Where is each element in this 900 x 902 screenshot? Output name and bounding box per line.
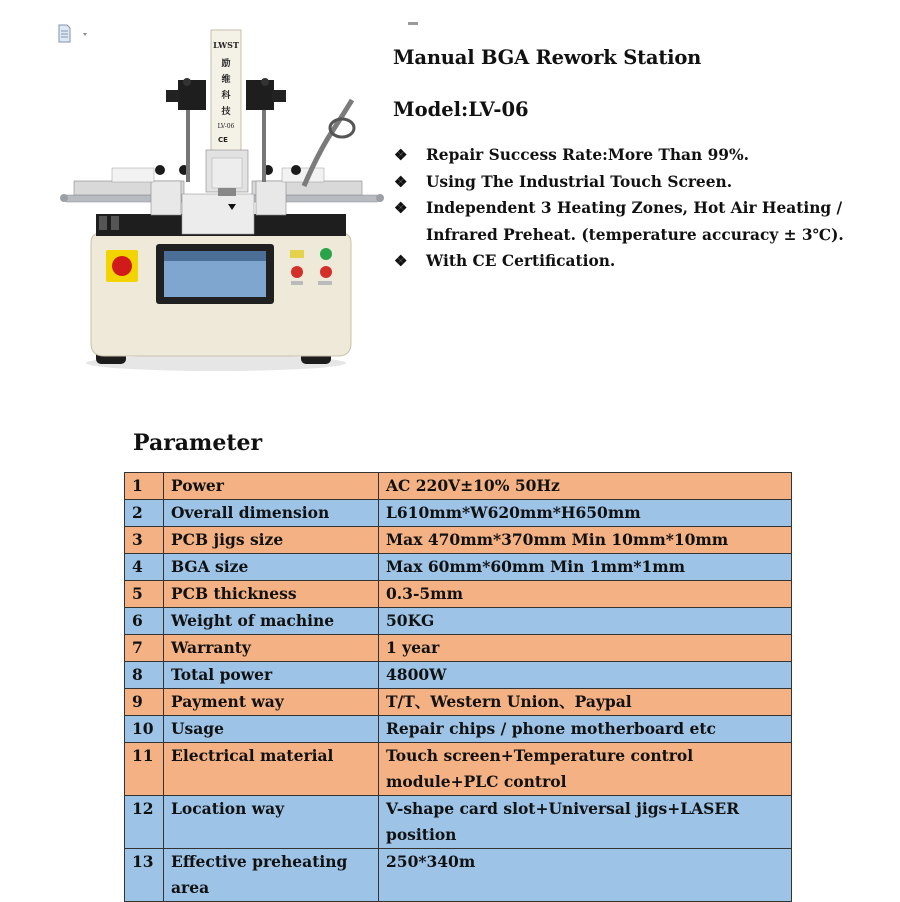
product-title: Manual BGA Rework Station <box>393 46 702 69</box>
ce-mark: CE <box>218 136 228 144</box>
feature-item: ❖ Independent 3 Heating Zones, Hot Air Heating / Infrared Preheat. (temperature accuracy ± 3℃). <box>394 195 884 248</box>
table-row: 4 BGA size Max 60mm*60mm Min 1mm*1mm <box>125 554 792 581</box>
feature-item: ❖ Using The Industrial Touch Screen. <box>394 169 884 196</box>
feature-list <box>394 142 884 275</box>
dash-mark <box>408 22 418 25</box>
chinese-char-3: 科 <box>221 91 231 101</box>
diamond-bullet-icon: ❖ <box>394 199 408 217</box>
table-row: 10 Usage Repair chips / phone motherboard etc <box>125 716 792 743</box>
table-row: 12 Location way V-shape card slot+Universal jigs+LASER position <box>125 796 792 849</box>
diamond-bullet-icon: ❖ <box>394 172 408 191</box>
chinese-char-1: 励 <box>221 59 231 69</box>
parameter-table <box>124 472 792 902</box>
product-image <box>56 18 386 378</box>
table-row: 6 Weight of machine 50KG <box>125 608 792 635</box>
table-row: 1 Power AC 220V±10% 50Hz <box>125 473 792 500</box>
table-row: 7 Warranty 1 year <box>125 635 792 662</box>
table-row: 5 PCB thickness 0.3-5mm <box>125 581 792 608</box>
table-row: 13 Effective preheating area 250*340m <box>125 849 792 902</box>
chinese-char-2: 维 <box>221 75 231 85</box>
feature-item: ❖ Repair Success Rate:More Than 99%. <box>394 142 884 169</box>
brand-text: LWST <box>213 40 239 50</box>
diamond-bullet-icon: ❖ <box>394 146 408 164</box>
table-row: 9 Payment way T/T、Western Union、Paypal <box>125 689 792 716</box>
diamond-bullet-icon: ❖ <box>394 252 408 270</box>
parameter-heading: Parameter <box>133 430 263 456</box>
table-row: 3 PCB jigs size Max 470mm*370mm Min 10mm*10mm <box>125 527 792 554</box>
model-label: Model:LV-06 <box>393 98 529 121</box>
column-model-text: LV-06 <box>217 123 235 130</box>
chinese-char-4: 技 <box>221 107 231 117</box>
table-row: 2 Overall dimension L610mm*W620mm*H650mm <box>125 500 792 527</box>
table-row: 8 Total power 4800W <box>125 662 792 689</box>
table-row: 11 Electrical material Touch screen+Temperature control module+PLC control <box>125 743 792 796</box>
feature-item: ❖ With CE Certification. <box>394 248 884 275</box>
